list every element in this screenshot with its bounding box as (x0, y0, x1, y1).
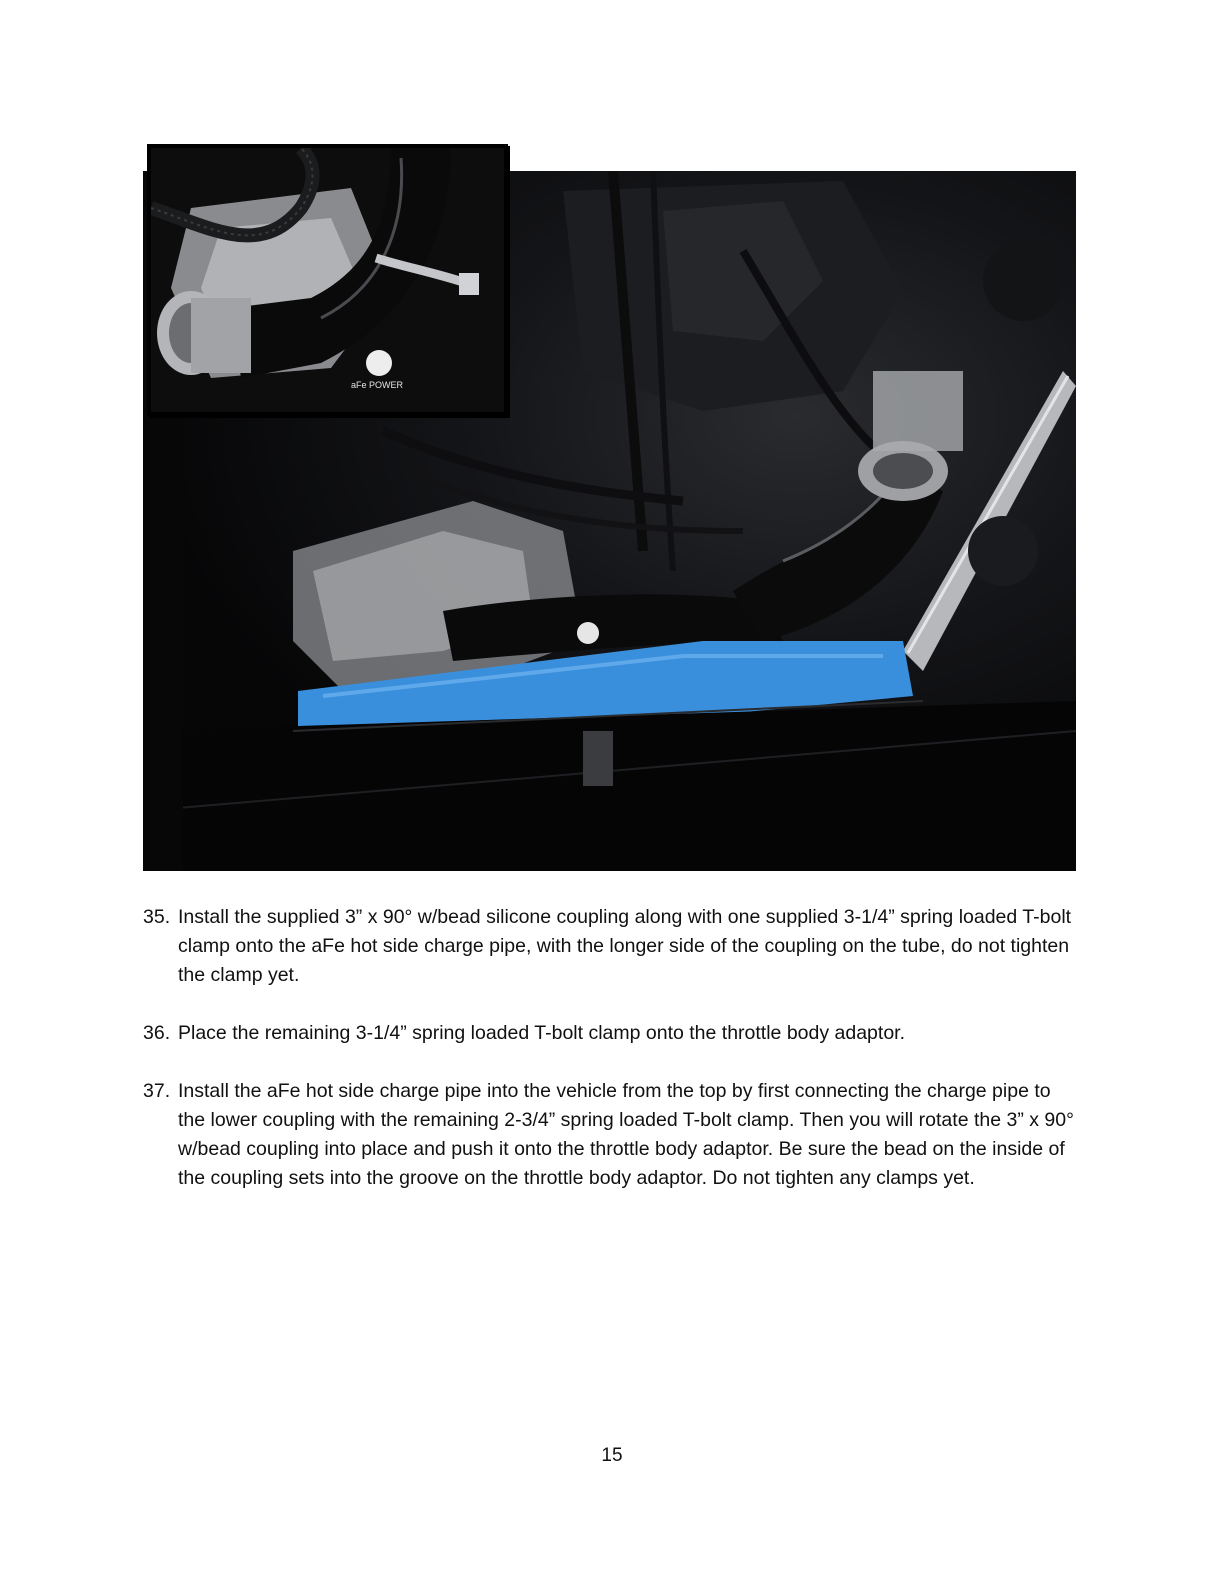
step-36 (143, 1019, 1083, 1048)
step-37 (143, 1077, 1083, 1193)
coupling-closeup-inset-photo (147, 144, 508, 416)
step-number: 37. (143, 1080, 171, 1102)
inset-logo-text: aFe POWER (351, 380, 404, 390)
coupling-closeup-illustration (151, 148, 504, 412)
step-35 (143, 903, 1083, 990)
step-number: 36. (143, 1022, 171, 1044)
step-number: 35. (143, 906, 171, 928)
step-text: Place the remaining 3-1/4” spring loaded T-bolt clamp onto the throttle body adaptor. (178, 1022, 906, 1044)
step-text: Install the supplied 3” x 90° w/bead silicone coupling along with one supplied 3-1/4” spring loaded T-bolt clamp onto the aFe hot side charge pipe, with the longer side of the coupling on the tube, do not tighten the clamp yet. (178, 906, 1072, 986)
page-number: 15 (601, 1445, 623, 1466)
step-text: Install the aFe hot side charge pipe into the vehicle from the top by first connecting the charge pipe to the lower coupling with the remaining 2-3/4” spring loaded T-bolt clamp. Then you will rotate the 3” x 90° w/bead coupling into place and push it onto the throttle body adaptor. Be sure the bead on the inside of the coupling sets into the groove on the throttle body adaptor. Do not tighten any clamps yet. (178, 1080, 1074, 1189)
instruction-steps-list (143, 903, 1083, 1222)
